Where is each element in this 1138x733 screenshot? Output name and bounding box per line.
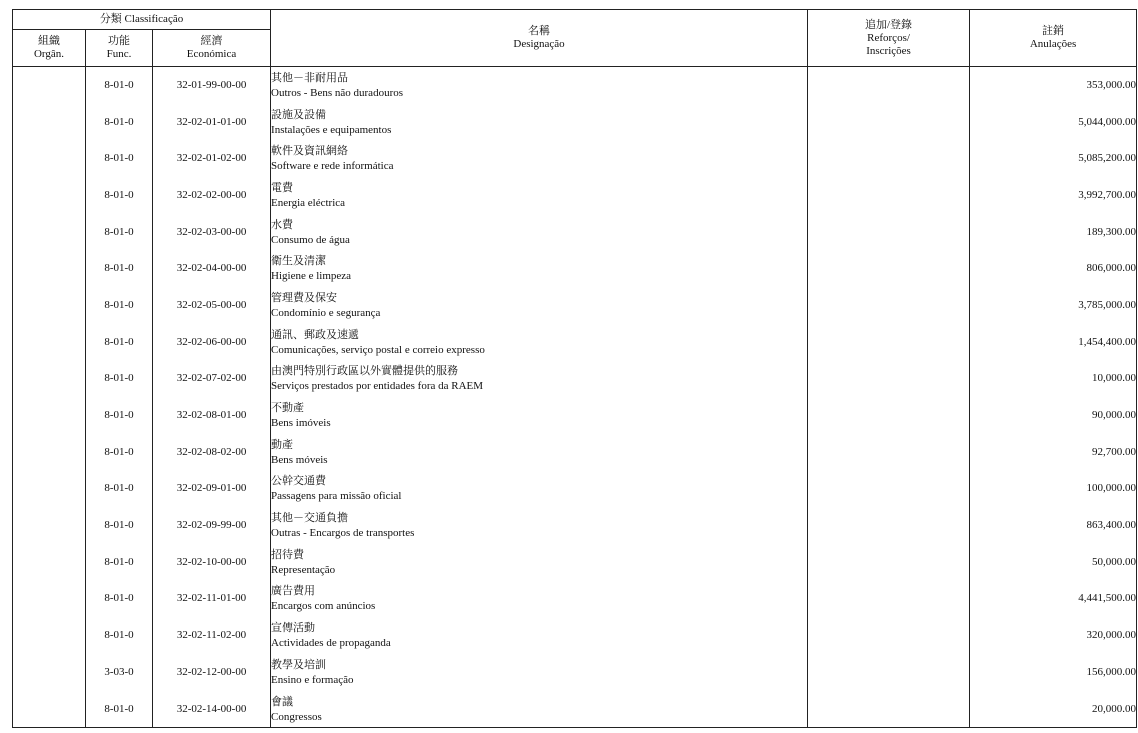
function-header-zh: 功能 [108,35,130,47]
reinforcement-cell [808,361,970,398]
designation-zh: 管理費及保安 [271,291,338,304]
designation-pt: Condomínio e segurança [271,306,381,319]
designation-zh: 會議 [271,695,294,708]
function-code-cell: 8-01-0 [86,361,153,398]
economic-code-cell: 32-02-01-02-00 [153,140,271,177]
table-row [13,287,1137,324]
table-body [13,67,1137,728]
economic-code-cell: 32-02-08-01-00 [153,397,271,434]
annulment-cell: 5,044,000.00 [970,104,1137,141]
reinforcements-header-pt2: Inscrições [866,44,911,57]
designation-pt: Instalações e equipamentos [271,123,392,136]
annulments-header-pt: Anulações [1029,38,1077,50]
table-row [13,361,1137,398]
annulment-cell: 863,400.00 [970,507,1137,544]
organ-header-zh: 組織 [38,35,60,47]
designation-pt: Encargos com anúncios [271,600,376,613]
annulments-header-zh: 註銷 [1042,25,1065,37]
designation-pt: Serviços prestados por entidades fora da RAEM [271,380,484,393]
designation-cell [271,544,808,581]
economic-code-cell: 32-02-11-02-00 [153,617,271,654]
designation-cell [271,324,808,361]
budget-table [12,9,1137,728]
table-row [13,581,1137,618]
economic-code-cell: 32-02-02-00-00 [153,177,271,214]
economic-code-cell: 32-02-06-00-00 [153,324,271,361]
function-header-pt: Func. [106,48,132,60]
designation-zh: 電費 [271,181,294,194]
designation-pt: Bens imóveis [271,417,331,430]
annulments-header [970,10,1137,67]
designation-zh: 軟件及資訊網絡 [271,145,349,158]
table-row [13,214,1137,251]
designation-pt: Ensino e formação [271,673,354,686]
designation-zh: 教學及培訓 [271,658,327,671]
function-code-cell: 3-03-0 [86,654,153,691]
function-code-cell: 8-01-0 [86,177,153,214]
organ-cell [13,214,86,251]
reinforcements-header [808,10,970,67]
designation-cell [271,67,808,104]
annulment-cell: 100,000.00 [970,471,1137,508]
economic-header [153,30,271,67]
organ-cell [13,581,86,618]
annulment-cell: 4,441,500.00 [970,581,1137,618]
designation-header-pt: Designação [513,38,565,50]
organ-cell [13,691,86,728]
designation-cell [271,471,808,508]
reinforcement-cell [808,434,970,471]
economic-code-cell: 32-02-03-00-00 [153,214,271,251]
designation-zh: 招待費 [271,548,305,561]
economic-code-cell: 32-02-09-99-00 [153,507,271,544]
classification-header: 分類 Classificação [13,10,271,30]
reinforcement-cell [808,177,970,214]
designation-pt: Passagens para missão oficial [271,490,402,503]
table-row [13,691,1137,728]
economic-code-cell: 32-02-07-02-00 [153,361,271,398]
table-row [13,617,1137,654]
reinforcement-cell [808,691,970,728]
designation-cell [271,287,808,324]
function-code-cell: 8-01-0 [86,140,153,177]
organ-cell [13,434,86,471]
table-row [13,434,1137,471]
designation-cell [271,177,808,214]
annulment-cell: 320,000.00 [970,617,1137,654]
table-row [13,507,1137,544]
function-code-cell: 8-01-0 [86,507,153,544]
reinforcement-cell [808,581,970,618]
organ-cell [13,654,86,691]
designation-cell [271,617,808,654]
economic-code-cell: 32-01-99-00-00 [153,67,271,104]
organ-cell [13,177,86,214]
designation-zh: 由澳門特別行政區以外實體提供的服務 [271,365,459,378]
table-row [13,250,1137,287]
designation-zh: 不動產 [271,402,305,415]
designation-cell [271,104,808,141]
designation-cell [271,361,808,398]
annulment-cell: 10,000.00 [970,361,1137,398]
annulment-cell: 1,454,400.00 [970,324,1137,361]
designation-pt: Representação [271,563,336,576]
designation-cell [271,140,808,177]
reinforcement-cell [808,654,970,691]
designation-zh: 水費 [271,218,294,231]
organ-header [13,30,86,67]
economic-code-cell: 32-02-14-00-00 [153,691,271,728]
designation-zh: 通訊、郵政及速遞 [271,328,360,341]
function-code-cell: 8-01-0 [86,214,153,251]
designation-zh: 設施及設備 [271,108,327,121]
function-code-cell: 8-01-0 [86,434,153,471]
organ-cell [13,544,86,581]
designation-pt: Software e rede informática [271,160,394,173]
organ-cell [13,287,86,324]
annulment-cell: 92,700.00 [970,434,1137,471]
reinforcements-header-zh: 追加/登錄 [865,18,913,31]
annulment-cell: 353,000.00 [970,67,1137,104]
economic-code-cell: 32-02-05-00-00 [153,287,271,324]
function-code-cell: 8-01-0 [86,104,153,141]
designation-zh: 衛生及清潔 [271,255,327,268]
function-code-cell: 8-01-0 [86,250,153,287]
table-row [13,324,1137,361]
reinforcement-cell [808,507,970,544]
function-code-cell: 8-01-0 [86,67,153,104]
organ-cell [13,471,86,508]
organ-cell [13,507,86,544]
organ-cell [13,361,86,398]
annulment-cell: 3,992,700.00 [970,177,1137,214]
designation-zh: 其他－非耐用品 [271,71,349,84]
reinforcement-cell [808,397,970,434]
annulment-cell: 50,000.00 [970,544,1137,581]
organ-cell [13,617,86,654]
table-header [13,10,1137,67]
economic-code-cell: 32-02-11-01-00 [153,581,271,618]
economic-header-zh: 經濟 [200,35,223,47]
designation-zh: 其他－交通負擔 [271,512,349,525]
designation-cell [271,654,808,691]
organ-cell [13,104,86,141]
designation-cell [271,397,808,434]
annulment-cell: 20,000.00 [970,691,1137,728]
organ-cell [13,250,86,287]
function-code-cell: 8-01-0 [86,287,153,324]
table-row [13,67,1137,104]
organ-cell [13,140,86,177]
function-code-cell: 8-01-0 [86,691,153,728]
designation-cell [271,214,808,251]
table-row [13,397,1137,434]
table-row [13,471,1137,508]
designation-header [271,10,808,67]
annulment-cell: 5,085,200.00 [970,140,1137,177]
designation-zh: 廣告費用 [271,585,316,598]
economic-code-cell: 32-02-09-01-00 [153,471,271,508]
organ-header-pt: Orgân. [33,48,65,60]
reinforcements-header-pt1: Reforços/ [867,31,910,44]
economic-code-cell: 32-02-12-00-00 [153,654,271,691]
designation-zh: 動產 [271,438,294,451]
designation-cell [271,250,808,287]
designation-pt: Outros - Bens não duradouros [271,86,404,99]
reinforcement-cell [808,140,970,177]
function-code-cell: 8-01-0 [86,324,153,361]
economic-code-cell: 32-02-10-00-00 [153,544,271,581]
function-code-cell: 8-01-0 [86,397,153,434]
designation-pt: Actividades de propaganda [271,637,391,650]
annulment-cell: 156,000.00 [970,654,1137,691]
table-row [13,654,1137,691]
designation-cell [271,434,808,471]
economic-code-cell: 32-02-04-00-00 [153,250,271,287]
reinforcement-cell [808,250,970,287]
reinforcement-cell [808,104,970,141]
function-code-cell: 8-01-0 [86,617,153,654]
function-code-cell: 8-01-0 [86,581,153,618]
organ-cell [13,67,86,104]
reinforcement-cell [808,544,970,581]
table-row [13,140,1137,177]
designation-zh: 宣傳活動 [271,622,316,635]
designation-header-zh: 名稱 [528,25,551,37]
economic-code-cell: 32-02-08-02-00 [153,434,271,471]
reinforcement-cell [808,324,970,361]
designation-pt: Bens móveis [271,453,328,466]
table-row [13,104,1137,141]
designation-pt: Higiene e limpeza [271,270,352,283]
reinforcement-cell [808,287,970,324]
reinforcement-cell [808,617,970,654]
designation-cell [271,507,808,544]
designation-zh: 公幹交通費 [271,475,327,488]
annulment-cell: 806,000.00 [970,250,1137,287]
designation-pt: Consumo de água [271,233,350,246]
reinforcement-cell [808,214,970,251]
annulment-cell: 90,000.00 [970,397,1137,434]
function-header [86,30,153,67]
annulment-cell: 189,300.00 [970,214,1137,251]
organ-cell [13,397,86,434]
function-code-cell: 8-01-0 [86,471,153,508]
table-row [13,544,1137,581]
economic-header-pt: Económica [186,48,237,60]
table-row [13,177,1137,214]
reinforcement-cell [808,67,970,104]
economic-code-cell: 32-02-01-01-00 [153,104,271,141]
organ-cell [13,324,86,361]
function-code-cell: 8-01-0 [86,544,153,581]
designation-pt: Energia eléctrica [271,196,346,209]
designation-cell [271,581,808,618]
designation-pt: Congressos [271,710,322,723]
designation-pt: Comunicações, serviço postal e correio expresso [271,343,485,356]
reinforcement-cell [808,471,970,508]
designation-cell [271,691,808,728]
annulment-cell: 3,785,000.00 [970,287,1137,324]
designation-pt: Outras - Encargos de transportes [271,527,415,540]
